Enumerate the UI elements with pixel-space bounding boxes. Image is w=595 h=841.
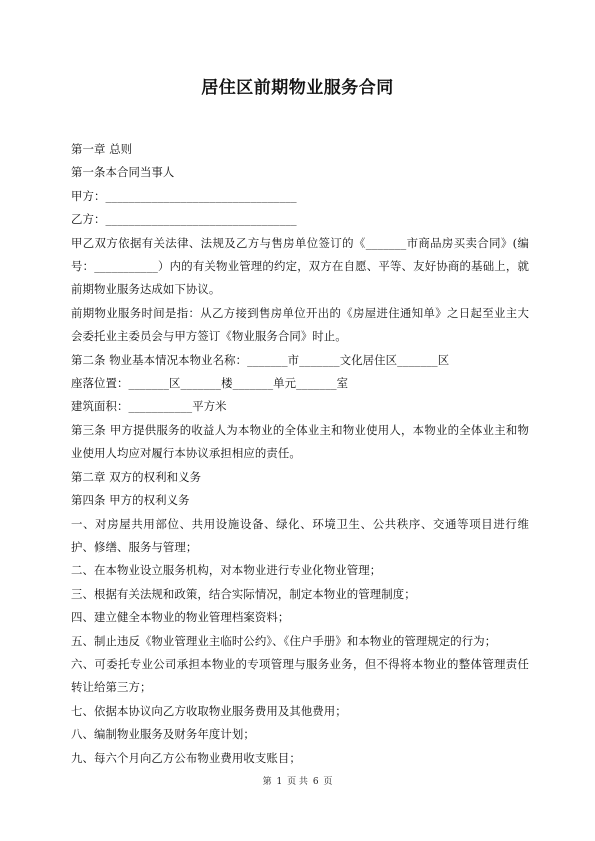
paragraph: 建筑面积：___________平方米 — [71, 399, 227, 414]
footer-suffix: 页 — [323, 777, 333, 787]
paragraph: 甲乙双方依据有关法律、法规及乙方与售房单位签订的《_______市商品房买卖合同》(编号：___________）内的有关物业管理的约定，双方在自愿、平等、友好协商的基础上，就前期物业服务达成如下协议。 — [71, 235, 529, 297]
paragraph: 第一条本合同当事人 — [71, 165, 175, 180]
paragraph: 六、可委托专业公司承担本物业的专项管理与服务业务，但不得将本物业的整体管理责任转让给第三方； — [71, 656, 529, 695]
document-title: 居住区前期物业服务合同 — [201, 78, 394, 98]
page-footer — [0, 776, 595, 788]
paragraph: 第一章 总则 — [71, 142, 133, 156]
paragraph: 第二章 双方的权利和义务 — [71, 469, 202, 484]
paragraph: 第四条 甲方的权利义务 — [71, 493, 190, 508]
paragraph: 甲方：_________________________________ — [71, 188, 297, 203]
paragraph: 前期物业服务时间是指：从乙方接到售房单位开出的《房屋进住通知单》之日起至业主大会委托业主委员会与甲方签订《物业服务合同》时止。 — [71, 305, 529, 344]
footer-prefix: 第 — [262, 777, 272, 787]
paragraph: 第三条 甲方提供服务的收益人为本物业的全体业主和物业使用人，本物业的全体业主和物业使用人均应对履行本协议承担相应的责任。 — [71, 422, 529, 461]
paragraph: 三、根据有关法规和政策，结合实际情况，制定本物业的管理制度； — [71, 586, 416, 601]
footer-mid: 页 共 — [287, 777, 308, 787]
paragraph: 九、每六个月向乙方公布物业费用收支账目； — [71, 750, 301, 765]
paragraph: 二、在本物业设立服务机构，对本物业进行专业化物业管理； — [71, 563, 382, 578]
paragraph: 第二条 物业基本情况本物业名称：_______市_______文化居住区_______区 — [71, 352, 450, 367]
paragraph: 乙方：_________________________________ — [71, 212, 297, 227]
page-number: 1 — [276, 777, 283, 787]
document-body — [71, 138, 529, 770]
paragraph: 七、依据本协议向乙方收取物业服务费用及其他费用； — [71, 703, 347, 718]
paragraph: 座落位置：_______区_______楼_______单元_______室 — [71, 376, 349, 391]
paragraph: 一、对房屋共用部位、共用设施设备、绿化、环境卫生、公共秩序、交通等项目进行维护、修缮、服务与管理； — [71, 516, 529, 554]
paragraph: 四、建立健全本物业的物业管理档案资料； — [71, 610, 290, 625]
page-total: 6 — [312, 777, 319, 787]
paragraph: 八、编制物业服务及财务年度计划； — [71, 727, 255, 742]
paragraph: 五、制止违反《物业管理业主临时公约》、《住户手册》和本物业的管理规定的行为； — [71, 633, 497, 648]
